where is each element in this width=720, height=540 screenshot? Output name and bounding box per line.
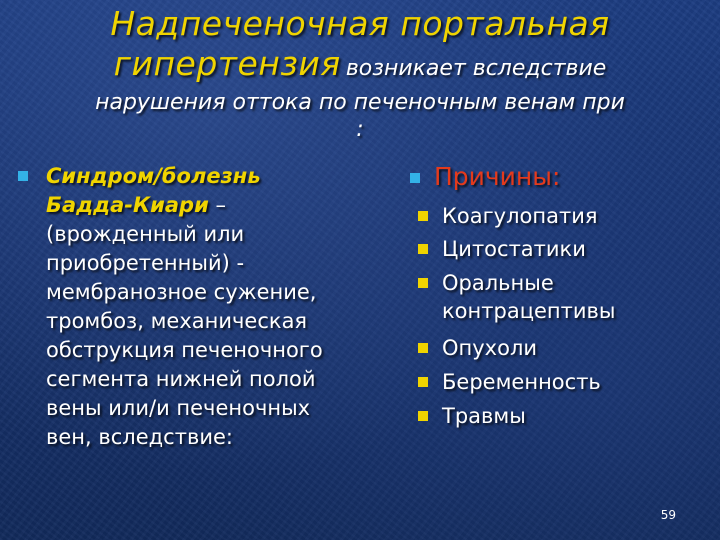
causes-heading: Причины: bbox=[434, 162, 561, 191]
description-line: приобретенный) - bbox=[46, 251, 245, 275]
cause-label: Цитостатики bbox=[442, 237, 586, 261]
cause-label: Травмы bbox=[442, 404, 526, 428]
cause-item bbox=[442, 235, 712, 263]
square-bullet-icon bbox=[18, 171, 28, 181]
square-bullet-icon bbox=[418, 211, 428, 221]
square-bullet-icon bbox=[410, 173, 420, 183]
square-bullet-icon bbox=[418, 411, 428, 421]
cause-item bbox=[442, 402, 712, 430]
description-line: (врожденный или bbox=[46, 222, 245, 246]
cause-label: Оральные контрацептивы bbox=[442, 271, 616, 323]
square-bullet-icon bbox=[418, 244, 428, 254]
budd-chiari-description bbox=[46, 162, 371, 452]
cause-label: Опухоли bbox=[442, 336, 538, 360]
term-line-1: Синдром/болезнь bbox=[46, 164, 261, 188]
title-subtext: возникает вследствие bbox=[345, 56, 607, 81]
title-term: гипертензия bbox=[113, 44, 341, 83]
description-line: вен, вследствие: bbox=[46, 425, 233, 449]
term-line-2: Бадда-Киари bbox=[46, 193, 209, 217]
square-bullet-icon bbox=[418, 343, 428, 353]
cause-item bbox=[442, 368, 712, 396]
title-line-1: Надпеченочная портальная bbox=[110, 4, 610, 43]
cause-item bbox=[442, 202, 712, 230]
page-number: 59 bbox=[660, 508, 676, 522]
description-line: сегмента нижней полой bbox=[46, 367, 316, 391]
description-line: вены или/и печеночных bbox=[46, 396, 311, 420]
cause-item bbox=[442, 334, 712, 362]
title-line-3: нарушения оттока по печеночным венам при bbox=[95, 90, 625, 115]
title-line-2 bbox=[0, 44, 720, 83]
cause-label: Коагулопатия bbox=[442, 204, 598, 228]
description-line: тромбоз, механическая bbox=[46, 309, 308, 333]
cause-label: Беременность bbox=[442, 370, 601, 394]
description-line: обструкция печеночного bbox=[46, 338, 323, 362]
square-bullet-icon bbox=[418, 377, 428, 387]
title-line-4: : bbox=[356, 117, 364, 142]
cause-item bbox=[442, 269, 672, 325]
term-dash: – bbox=[208, 193, 226, 217]
description-line: мембранозное сужение, bbox=[46, 280, 317, 304]
square-bullet-icon bbox=[418, 278, 428, 288]
